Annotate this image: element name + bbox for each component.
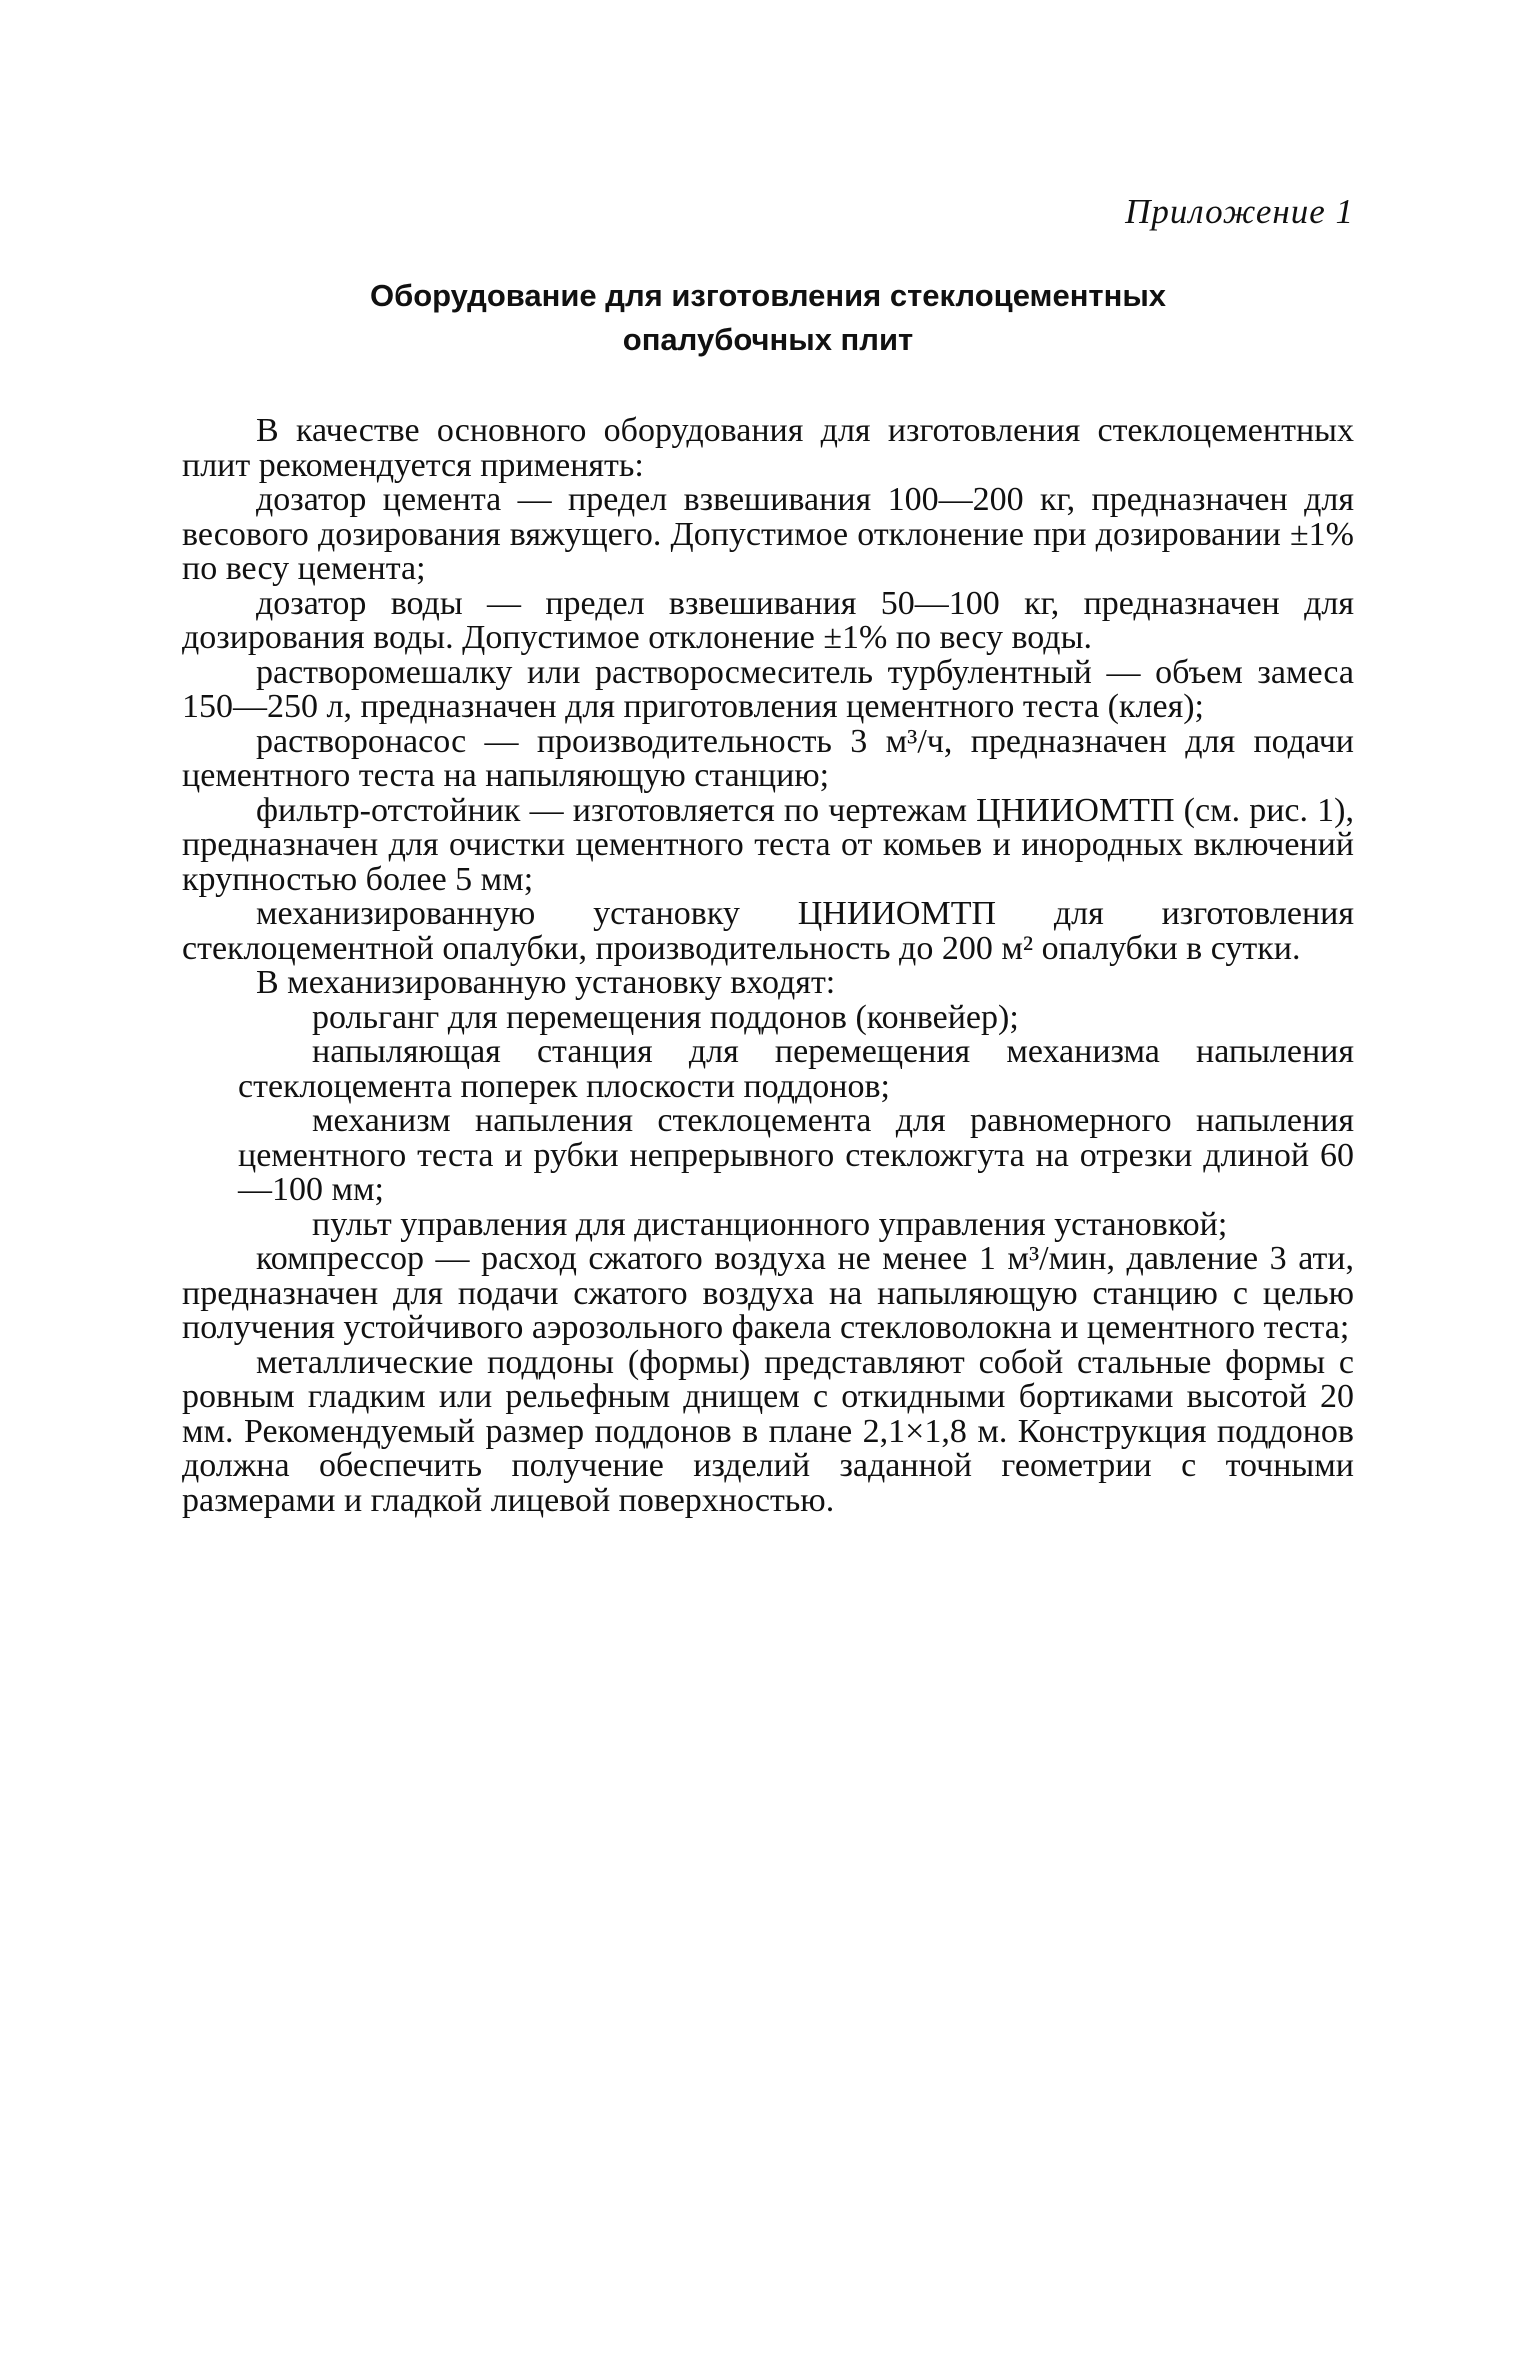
appendix-label: Приложение 1	[1125, 192, 1354, 231]
title-line-1: Оборудование для изготовления стеклоцементных	[369, 278, 1167, 313]
sub-item-spraying-mechanism: механизм напыления стеклоцемента для равномерного напыления цементного теста и рубки непрерывного стекложгута на отрезки длиной 60—100 мм;	[238, 1102, 1354, 1208]
list-item-metal-pallets: металлические поддоны (формы) представляют собой стальные формы с ровным гладким или рельефным днищем с откидными бортиками высотой 20 мм. Рекомендуемый размер поддонов в плане 2,1×1,8 м. Конструкция поддонов должна обеспечить получение изделий заданной геометрии с точными размерами и гладкой лицевой поверхностью.	[182, 1343, 1354, 1519]
list-item-settling-filter: фильтр-отстойник — изготовляется по чертежам ЦНИИОМТП (см. рис. 1), предназначен для очистки цементного теста от комьев и инородных включений крупностью более 5 мм;	[182, 791, 1354, 898]
unit-components-heading: В механизированную установку входят:	[256, 964, 836, 1001]
document-page	[182, 190, 1354, 1518]
sub-item-roller-conveyor: рольганг для перемещения поддонов (конвейер);	[312, 998, 1019, 1036]
list-item-cement-doser: дозатор цемента — предел взвешивания 100—200 кг, предназначен для весового дозирования вяжущего. Допустимое отклонение при дозировании ±1% по весу цемента;	[182, 481, 1354, 587]
document-title	[182, 274, 1354, 362]
list-item-mortar-pump: растворонасос — производительность 3 м³/ч, предназначен для подачи цементного теста на напыляющую станцию;	[182, 722, 1354, 794]
sub-item-spraying-station: напыляющая станция для перемещения механизма напыления стеклоцемента поперек плоскости поддонов;	[238, 1033, 1354, 1105]
list-item-mortar-mixer: растворомешалку или растворосмеситель турбулентный — объем замеса 150—250 л, предназначен для приготовления цементного теста (клея);	[182, 653, 1354, 725]
intro-paragraph: В качестве основного оборудования для изготовления стеклоцементных плит рекомендуется применять:	[182, 412, 1354, 484]
list-item-water-doser: дозатор воды — предел взвешивания 50—100 кг, предназначен для дозирования воды. Допустимое отклонение ±1% по весу воды.	[182, 584, 1354, 656]
list-item-mechanized-unit: механизированную установку ЦНИИОМТП для изготовления стеклоцементной опалубки, производительность до 200 м² опалубки в сутки.	[182, 895, 1354, 967]
body-text	[182, 414, 1354, 1518]
title-line-2: опалубочных плит	[622, 322, 914, 357]
sub-item-control-panel: пульт управления для дистанционного управления установкой;	[312, 1205, 1228, 1243]
list-item-compressor: компрессор — расход сжатого воздуха не менее 1 м³/мин, давление 3 ати, предназначен для подачи сжатого воздуха на напыляющую станцию с целью получения устойчивого аэрозольного факела стекловолокна и цементного теста;	[182, 1240, 1354, 1346]
